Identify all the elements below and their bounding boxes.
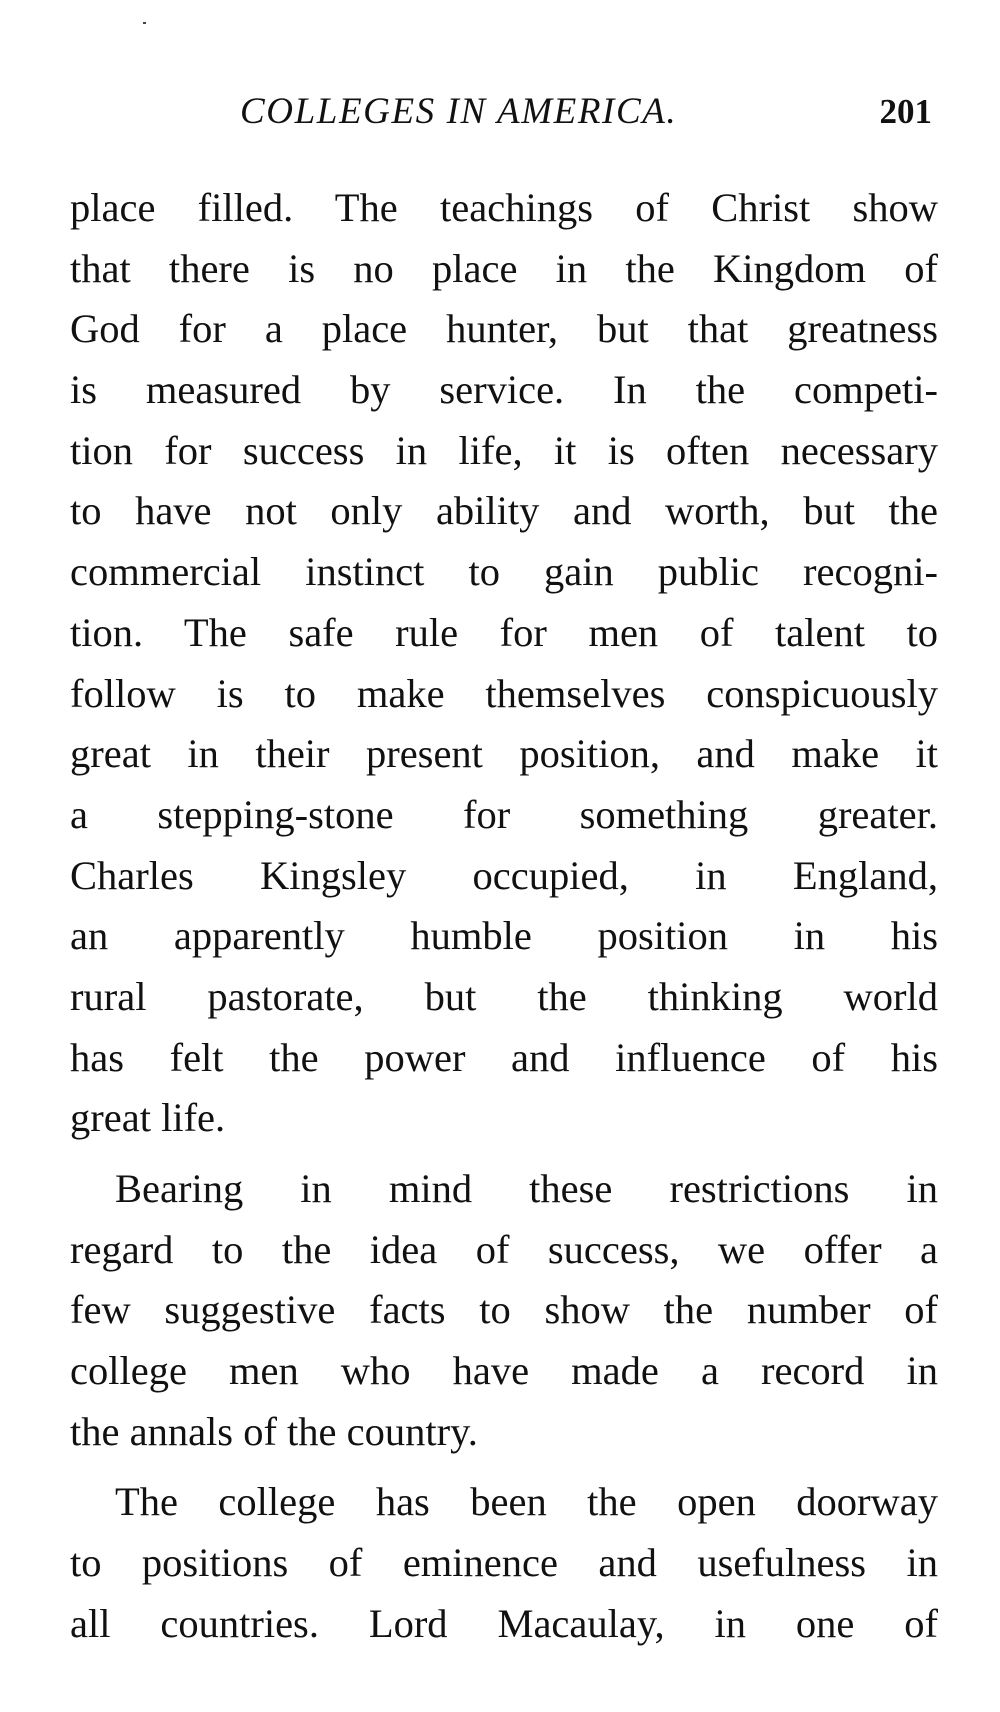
text-line: has felt the power and influence of his xyxy=(70,1034,938,1080)
text-line: regard to the idea of success, we offer a xyxy=(70,1226,938,1272)
paragraph-2 xyxy=(70,1159,938,1462)
text-line: rural pastorate, but the thinking world xyxy=(70,973,938,1019)
running-title: COLLEGES IN AMERICA. xyxy=(240,91,678,132)
text-line: a stepping-stone for something greater. xyxy=(70,791,938,837)
paragraph-3 xyxy=(70,1472,938,1654)
text-line: great in their present position, and make it xyxy=(70,731,938,777)
text-line: to positions of eminence and usefulness in xyxy=(70,1540,938,1586)
text-line: Charles Kingsley occupied, in England, xyxy=(70,852,938,898)
text-line: an apparently humble position in his xyxy=(70,913,938,959)
text-line: The college has been the open doorway xyxy=(115,1479,938,1525)
text-line: college men who have made a record in xyxy=(70,1348,938,1394)
text-line: tion. The safe rule for men of talent to xyxy=(70,609,938,655)
text-line: Bearing in mind these restrictions in xyxy=(115,1166,938,1211)
text-line: God for a place hunter, but that greatness xyxy=(70,306,938,352)
text-line: the annals of the country. xyxy=(70,1408,478,1454)
paragraph-gap xyxy=(70,1149,938,1159)
running-head xyxy=(70,88,938,136)
text-line: is measured by service. In the competi- xyxy=(70,367,938,413)
text-line: all countries. Lord Macaulay, in one of xyxy=(70,1600,938,1646)
text-line: few suggestive facts to show the number of xyxy=(70,1287,938,1333)
text-line: tion for success in life, it is often necessary xyxy=(70,427,938,473)
text-line: that there is no place in the Kingdom of xyxy=(70,245,938,291)
text-line: follow is to make themselves conspicuously xyxy=(70,670,938,716)
text-line: great life. xyxy=(70,1095,226,1141)
ink-speck xyxy=(143,22,146,24)
text-line: to have not only ability and worth, but the xyxy=(70,488,938,534)
paragraph-1 xyxy=(70,178,938,1149)
paragraph-gap xyxy=(70,1462,938,1472)
body-text xyxy=(70,178,938,1655)
page-number: 201 xyxy=(879,92,932,131)
text-line: commercial instinct to gain public recogni- xyxy=(70,549,938,595)
text-line: place filled. The teachings of Christ show xyxy=(70,185,938,230)
